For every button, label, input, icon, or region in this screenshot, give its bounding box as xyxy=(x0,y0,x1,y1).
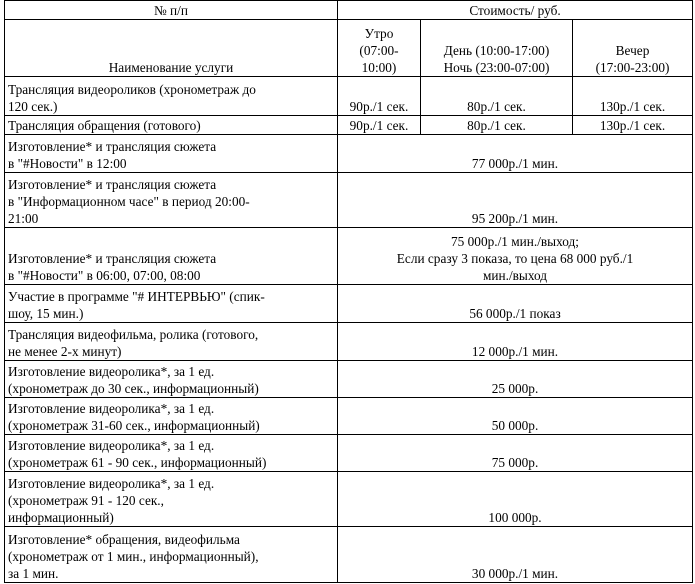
table-row xyxy=(5,135,693,173)
price-table xyxy=(4,0,693,583)
table-row xyxy=(5,361,693,398)
number-column-header: № п/п xyxy=(5,1,338,20)
evening-header: Вечер (17:00-23:00) xyxy=(573,20,693,77)
table-row xyxy=(5,527,693,583)
service-name: Изготовление* и трансляция сюжета в "#Новости" в 06:00, 07:00, 08:00 xyxy=(5,228,338,285)
table-row xyxy=(5,398,693,435)
service-price: 77 000р./1 мин. xyxy=(338,135,693,173)
table-row xyxy=(5,323,693,361)
service-name: Изготовление видеоролика*, за 1 ед. (хронометраж 91 - 120 сек., информационный) xyxy=(5,472,338,527)
table-row xyxy=(5,77,693,116)
day-price: 80р./1 сек. xyxy=(421,116,573,135)
table-row xyxy=(5,285,693,323)
morning-price: 90р./1 сек. xyxy=(338,77,421,116)
service-name: Изготовление видеоролика*, за 1 ед. (хронометраж 61 - 90 сек., информационный) xyxy=(5,435,338,472)
day-night-header: День (10:00-17:00) Ночь (23:00-07:00) xyxy=(421,20,573,77)
service-name: Изготовление видеоролика*, за 1 ед. (хронометраж до 30 сек., информационный) xyxy=(5,361,338,398)
service-price: 25 000р. xyxy=(338,361,693,398)
service-name: Изготовление* и трансляция сюжета в "#Новости" в 12:00 xyxy=(5,135,338,173)
header-row-top xyxy=(5,1,693,20)
service-price: 95 200р./1 мин. xyxy=(338,173,693,228)
service-name: Участие в программе "# ИНТЕРВЬЮ" (спик- шоу, 15 мин.) xyxy=(5,285,338,323)
table-row xyxy=(5,228,693,285)
table-row xyxy=(5,435,693,472)
service-name: Изготовление видеоролика*, за 1 ед. (хронометраж 31-60 сек., информационный) xyxy=(5,398,338,435)
service-price: 50 000р. xyxy=(338,398,693,435)
service-name: Трансляция видеороликов (хронометраж до 120 сек.) xyxy=(5,77,338,116)
morning-header: Утро (07:00- 10:00) xyxy=(338,20,421,77)
table-row xyxy=(5,116,693,135)
service-price: 75 000р. xyxy=(338,435,693,472)
table-row xyxy=(5,472,693,527)
service-price: 100 000р. xyxy=(338,472,693,527)
service-name-header: Наименование услуги xyxy=(5,20,338,77)
service-name: Изготовление* обращения, видеофильма (хронометраж от 1 мин., информационный), за 1 мин. xyxy=(5,527,338,583)
day-price: 80р./1 сек. xyxy=(421,77,573,116)
service-price: 56 000р./1 показ xyxy=(338,285,693,323)
service-name: Трансляция видеофильма, ролика (готового, не менее 2-х минут) xyxy=(5,323,338,361)
service-name: Изготовление* и трансляция сюжета в "Информационном часе" в период 20:00- 21:00 xyxy=(5,173,338,228)
service-price: 30 000р./1 мин. xyxy=(338,527,693,583)
service-price: 12 000р./1 мин. xyxy=(338,323,693,361)
header-row-periods xyxy=(5,20,693,77)
cost-column-header: Стоимость/ руб. xyxy=(338,1,693,20)
service-name: Трансляция обращения (готового) xyxy=(5,116,338,135)
morning-price: 90р./1 сек. xyxy=(338,116,421,135)
evening-price: 130р./1 сек. xyxy=(573,77,693,116)
evening-price: 130р./1 сек. xyxy=(573,116,693,135)
service-price: 75 000р./1 мин./выход; Если сразу 3 показа, то цена 68 000 руб./1 мин./выход xyxy=(338,228,693,285)
table-row xyxy=(5,173,693,228)
